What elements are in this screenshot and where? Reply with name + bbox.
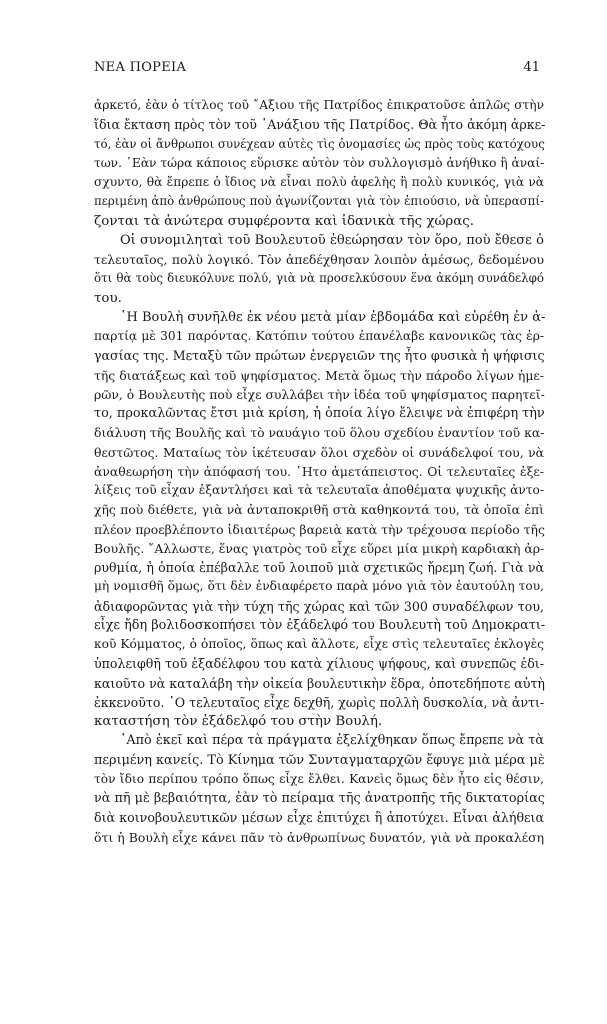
text-line: διὰ κοινοβουλευτικῶν μέσων εἶχε ἐπιτύχει ἢ ἀποτύχει. Εἶναι ἀλήθεια: [94, 810, 544, 826]
text-line: ζονται τὰ ἀνώτερα συμφέροντα καὶ ἰδανικὰ τῆς χώρας.: [94, 213, 475, 229]
text-line: θεστῶτος. Ματαίως τὸν ἱκέτευσαν ὅλοι σχεδὸν οἱ συνάδελφοί του, νὰ: [94, 444, 544, 460]
text-line: Οἱ συνομιληταὶ τοῦ Βουλευτοῦ ἐθεώρησαν τὸν ὅρο, ποὺ ἔθεσε ὁ: [120, 232, 544, 248]
text-line: σχυντο, θὰ ἔπρεπε ὁ ἴδιος νὰ εἶναι πολὺ ἀφελὴς ἢ πολὺ κυνικός, γιὰ νὰ: [94, 175, 544, 189]
text-line: τό, ἐὰν οἱ ἄνθρωποι συνέχεαν αὐτὲς τὶς ὀνομασίες ὡς πρὸς τοὺς κατόχους: [94, 136, 545, 151]
text-line: ἀναθεωρήση τὴν ἀπόφασή του. ῾Ητο ἀμετάπειστος. Οἱ τελευταῖες ἐξε-: [94, 463, 544, 479]
text-line: ρῶν, ὁ Βουλευτὴς ποὺ εἶχε συλλάβει τὴν ἰδέα τοῦ ψηφίσματος παρητεῖ-: [94, 386, 545, 402]
text-line: ὅτι θὰ τοὺς διευκόλυνε πολύ, γιὰ νὰ προσελκύσουν ἕνα ἀκόμη συνάδελφό: [94, 271, 544, 286]
text-line: ἴδια ἔκταση πρὸς τὸν τοῦ ᾿Ανάξιου τῆς Πατρίδος. Θὰ ἦτο ἀκόμη ἀρκε-: [94, 117, 546, 133]
text-line: λίξεις τοῦ εἶχαν ἐξαντλήσει καὶ τὰ τελευταῖα ἀποθέματα ψυχικῆς ἀντο-: [94, 483, 544, 497]
text-line: Βουλῆς. ῎Αλλωστε, ἕνας γιατρὸς τοῦ εἶχε εὕρει μία μικρὴ καρδιακὴ ἀρ-: [94, 540, 545, 556]
text-line: νὰ πῆ μὲ βεβαιότητα, ἐὰν τὸ πείραμα τῆς ἀνατροπῆς τῆς δικτατορίας: [94, 791, 545, 806]
text-line: γασίας της. Μεταξὺ τῶν πρώτων ἐνεργειῶν της ἦτο φυσικὰ ἡ ψήφισις: [94, 348, 545, 364]
text-line: των. ᾿Εὰν τώρα κάποιος εὕρισκε αὐτὸν τὸν συλλογισμὸ ἀνήθικο ἢ ἀναί-: [94, 155, 545, 170]
text-line: περιμένη κανείς. Τὸ Κίνημα τῶν Συνταγματαρχῶν ἔφυγε μιὰ μέρα μὲ: [94, 752, 545, 768]
journal-title: ΝΕΑ ΠΟΡΕΙΑ: [94, 60, 187, 75]
text-line: ὑπολειφθῆ τοῦ ἐξαδέλφου του κατὰ χίλιους ψήφους, καὶ συνεπῶς ἐδι-: [94, 656, 544, 672]
text-line: καιοῦτο νὰ καταλάβη τὴν οἰκεία βουλευτικὴν ἕδρα, ὁποτεδήποτε αὐτὴ: [94, 675, 545, 691]
text-line: καταστήση τὸν ἐξάδελφό του στὴν Βουλή.: [94, 714, 383, 729]
text-line: ᾿Απὸ ἐκεῖ καὶ πέρα τὰ πράγματα ἐξελίχθηκαν ὅπως ἔπρεπε νὰ τὰ: [120, 733, 544, 749]
text-line: χῆς ποὺ διέθετε, γιὰ νὰ ἀνταποκριθῆ στὰ καθηκοντά του, τὰ ὁποῖα ἐπὶ: [94, 502, 544, 518]
text-line: τὸν ἴδιο περίπου τρόπο ὅπως εἶχε ἔλθει. Κανεὶς ὅμως δὲν ἦτο εἰς θέσιν,: [94, 771, 544, 786]
text-line: τελευταῖος, πολὺ λογικό. Τὸν ἀπεδέχθησαν λοιπὸν ἀμέσως, δεδομένου: [94, 252, 544, 267]
text-line: τῆς διατάξεως καὶ τοῦ ψηφίσματος. Μετὰ ὅμως τὴν πάροδο λίγων ἡμε-: [94, 367, 544, 383]
text-line: του.: [94, 290, 122, 306]
text-line: το, προκαλῶντας ἔτσι μιὰ κρίση, ἡ ὁποία λίγο ἔλειψε νὰ ἐπιφέρη τὴν: [94, 406, 545, 421]
text-line: εἶχε ἤδη βολιδοσκοπήσει τὸν ἐξάδελφό του Βουλευτὴ τοῦ Δημοκρατι-: [94, 617, 546, 633]
text-line: ῾Η Βουλὴ συνῆλθε ἐκ νέου μετὰ μίαν ἑβδομάδα καὶ εὑρέθη ἐν ἀ-: [120, 309, 546, 325]
text-line: ρυθμία, ἡ ὁποία ἐπέβαλλε τοῦ λοιποῦ μιὰ σχετικῶς ἤρεμη ζωή. Γιὰ νὰ: [94, 560, 544, 575]
text-line: περιμένη ἀπὸ ἀνθρώπους ποὺ ἀγωνίζονται γιὰ τὸν ἐπιούσιο, νὰ ὑπερασπί-: [94, 194, 544, 209]
text-line: ἀρκετό, ἐὰν ὁ τίτλος τοῦ ῎Αξιου τῆς Πατρίδος ἐπικρατοῦσε ἁπλῶς στὴν: [94, 98, 544, 112]
text-line: παρτίᾳ μὲ 301 παρόντας. Κατόπιν τούτου ἐπανέλαβε κανονικῶς τὰς ἐρ-: [94, 329, 544, 343]
text-line: διάλυση τῆς Βουλῆς καὶ τὸ ναυάγιο τοῦ ὅλου σχεδίου ἐναντίον τοῦ κα-: [94, 425, 545, 441]
body-text: [94, 96, 544, 847]
text-line: μὴ νομισθῆ ὅμως, ὅτι δὲν ἐνδιαφέρετο παρὰ μόνο γιὰ τὸν ἑαυτούλη του,: [94, 579, 544, 594]
page-number: 41: [523, 60, 540, 75]
text-line: ὅτι ἡ Βουλὴ εἶχε κάνει πᾶν τὸ ἀνθρωπίνως δυνατόν, γιὰ νὰ προκαλέση: [94, 829, 544, 845]
text-line: πλέον προεβλέποντο ἰδιαιτέρως βαρειὰ κατὰ τὴν τρέχουσα περίοδο τῆς: [94, 521, 545, 537]
text-line: ἐκκενοῦτο. ῾Ο τελευταῖος εἶχε δεχθῆ, χωρὶς πολλὴ δυσκολία, νὰ ἀντι-: [94, 694, 545, 710]
running-header: [94, 60, 544, 78]
text-line: ἀδιαφορῶντας γιὰ τὴν τύχη τῆς χώρας καὶ τῶν 300 συναδέλφων του,: [94, 598, 544, 614]
text-line: κοῦ Κόμματος, ὁ ὁποῖος, ὅπως καὶ ἄλλοτε, εἶχε στὶς τελευταῖες ἐκλογὲς: [94, 637, 544, 651]
